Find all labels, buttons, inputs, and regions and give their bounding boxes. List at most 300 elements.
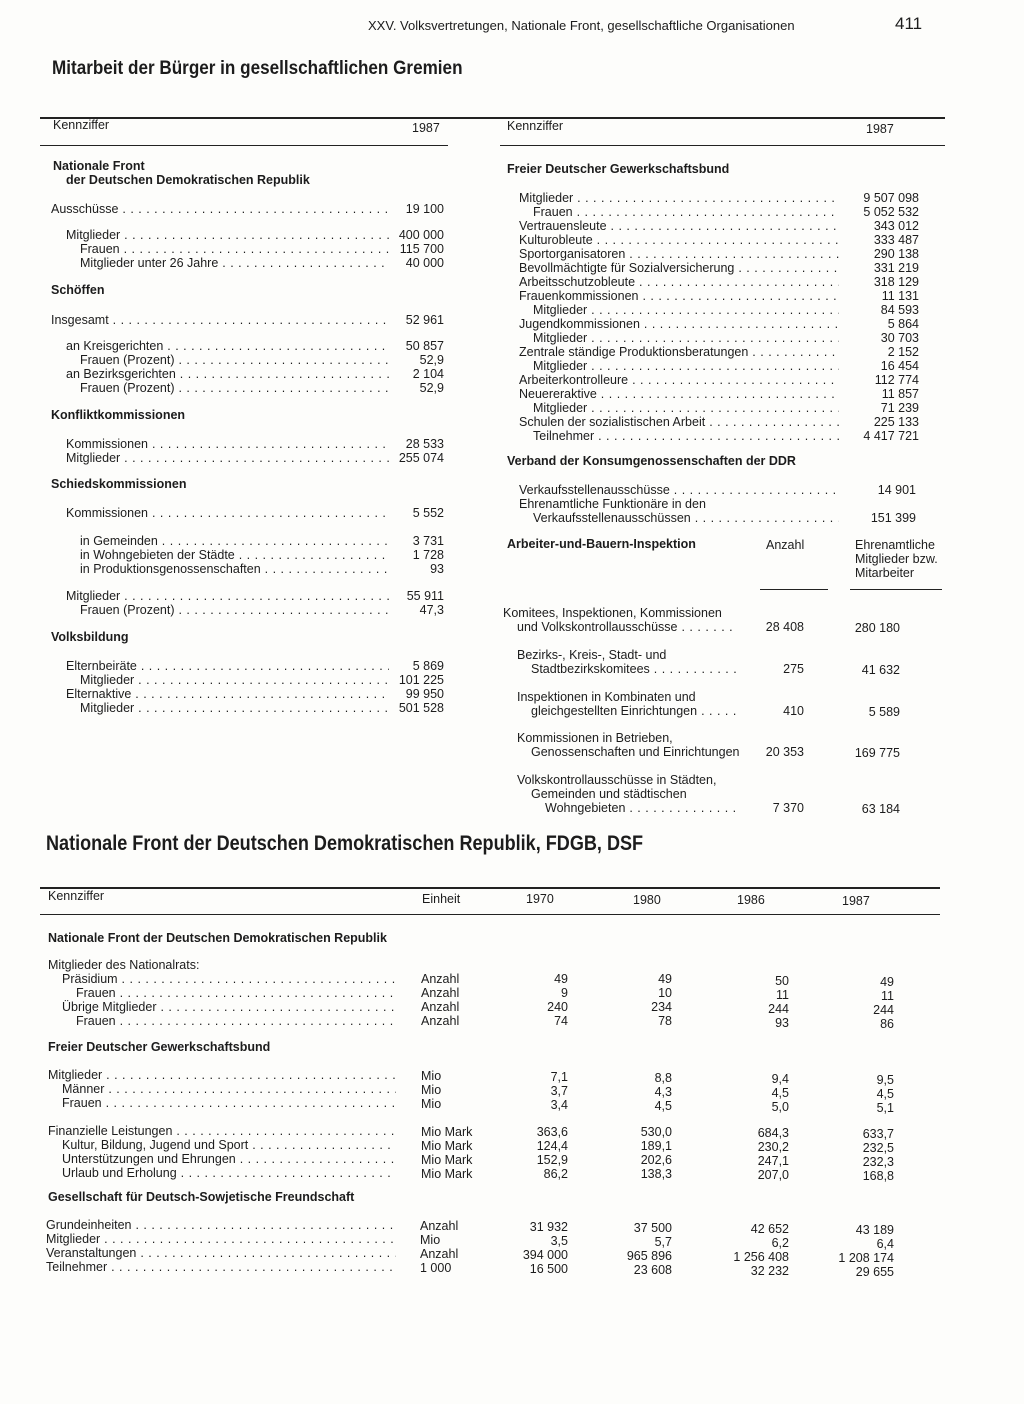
unit-cell: Anzahl — [421, 1014, 460, 1028]
value-cell: 152,9 — [536, 1153, 568, 1167]
table-row — [80, 242, 444, 256]
row-label: Frauenkommissionen . . . — [519, 289, 839, 303]
table-row — [46, 1246, 396, 1260]
group-heading: Schöffen — [51, 283, 105, 297]
table-row — [80, 673, 444, 687]
value-cell: 965 896 — [626, 1249, 672, 1263]
row-label: Arbeiterkontrolleure . . . — [519, 373, 839, 387]
row-label: Arbeitsschutzobleute . . . — [519, 275, 839, 289]
row-value: 280 180 — [854, 621, 900, 635]
col-header: Einheit — [422, 892, 461, 906]
table-row — [66, 339, 444, 353]
table-row — [517, 648, 777, 662]
table-row — [517, 731, 777, 745]
row-label: Finanzielle Leistungen . . . — [48, 1124, 396, 1138]
row-label: in Gemeinden . . . — [80, 534, 389, 548]
table-row — [519, 233, 919, 247]
abi-col-ehren-2: Mitglieder bzw. — [855, 552, 938, 566]
table-row — [519, 373, 919, 387]
value-cell: 240 — [547, 1000, 568, 1014]
unit-cell: Anzahl — [421, 972, 460, 986]
row-label: Elternbeiräte . . . — [66, 659, 389, 673]
table-row — [531, 704, 741, 718]
row-value: 11 131 — [881, 289, 919, 303]
row-value: 1 728 — [412, 548, 444, 562]
unit-cell: Mio Mark — [421, 1153, 473, 1167]
table-row — [519, 483, 916, 497]
row-value: 501 528 — [398, 701, 444, 715]
col-header: 1986 — [737, 893, 765, 907]
row-label: Vertrauensleute . . . — [519, 219, 839, 233]
value-cell: 138,3 — [640, 1167, 672, 1181]
value-cell: 49 — [658, 972, 672, 986]
row-label: und Volkskontrollausschüsse . . . — [517, 620, 737, 634]
abi-col-anzahl: Anzahl — [766, 538, 805, 552]
value-cell: 124,4 — [536, 1139, 568, 1153]
table-row — [519, 219, 919, 233]
right-col-year: 1987 — [866, 122, 894, 136]
row-label: Zentrale ständige Produktionsberatungen . . . — [519, 345, 839, 359]
col-header: 1980 — [633, 893, 661, 907]
row-label: Mitglieder . . . — [48, 1068, 396, 1082]
abi-col-rule — [760, 589, 828, 590]
row-value: 47,3 — [419, 603, 444, 617]
table-row — [503, 606, 783, 620]
table-row — [62, 972, 396, 986]
row-value: 331 219 — [873, 261, 919, 275]
value-cell: 1 208 174 — [838, 1251, 894, 1265]
value-cell: 43 189 — [855, 1223, 894, 1237]
table-row — [66, 506, 444, 520]
row-label: Verkaufsstellenausschüssen . . . — [533, 511, 839, 525]
row-value: 112 774 — [874, 373, 919, 387]
table-row — [62, 1000, 396, 1014]
value-cell: 684,3 — [757, 1126, 789, 1140]
value-cell: 207,0 — [757, 1168, 789, 1182]
row-label: Frauen (Prozent) . . . — [80, 381, 389, 395]
table-row — [66, 451, 444, 465]
row-value: 318 129 — [873, 275, 919, 289]
unit-cell: Mio Mark — [421, 1167, 473, 1181]
table-row — [531, 787, 771, 801]
unit-cell: Anzahl — [421, 986, 460, 1000]
row-value: 169 775 — [854, 746, 900, 760]
table-row — [531, 662, 737, 676]
unit-cell: Mio — [421, 1083, 442, 1097]
value-cell: 168,8 — [862, 1169, 894, 1183]
value-cell: 363,6 — [536, 1125, 568, 1139]
value-cell: 86 — [880, 1017, 894, 1031]
section1-top-rule — [40, 117, 945, 119]
value-cell: 78 — [658, 1014, 672, 1028]
section2-header-rule — [40, 914, 940, 915]
table-row — [533, 429, 919, 443]
section1-right-header-rule — [500, 145, 945, 146]
table-row — [519, 317, 919, 331]
value-cell: 232,5 — [862, 1141, 894, 1155]
table-row — [519, 289, 919, 303]
row-label: Mitglieder . . . — [533, 303, 839, 317]
row-label: Teilnehmer . . . — [46, 1260, 396, 1274]
table-row — [519, 261, 919, 275]
row-value: 101 225 — [398, 673, 444, 687]
row-label: Frauen . . . — [76, 1014, 396, 1028]
row-label: Übrige Mitglieder . . . — [62, 1000, 396, 1014]
value-cell: 4,3 — [654, 1085, 672, 1099]
row-value: 55 911 — [406, 589, 444, 603]
table-row — [76, 1014, 396, 1028]
row-label: Verkaufsstellenausschüsse . . . — [519, 483, 839, 497]
row-value: 225 133 — [873, 415, 919, 429]
value-cell: 50 — [775, 974, 789, 988]
row-label: Mitglieder . . . — [533, 401, 839, 415]
page-number: 411 — [895, 14, 923, 33]
table-row — [531, 745, 771, 759]
row-value: 255 074 — [398, 451, 444, 465]
row-label: Kommissionen in Betrieben, — [517, 731, 673, 745]
row-value: 7 370 — [772, 801, 804, 815]
value-cell: 7,1 — [550, 1070, 568, 1084]
row-value: 2 152 — [887, 345, 919, 359]
row-label: Frauen (Prozent) . . . — [80, 603, 389, 617]
row-label: Mitglieder unter 26 Jahre . . . — [80, 256, 389, 270]
row-value: 115 700 — [399, 242, 444, 256]
row-label: Schulen der sozialistischen Arbeit . . . — [519, 415, 839, 429]
row-label: Männer . . . — [62, 1082, 396, 1096]
table-row — [66, 228, 444, 242]
table-row — [533, 205, 919, 219]
table-row — [80, 256, 444, 270]
value-cell: 4,5 — [771, 1086, 789, 1100]
right-col-label: Kennziffer — [507, 119, 564, 133]
row-value: 400 000 — [398, 228, 444, 242]
table-row — [62, 1082, 396, 1096]
row-label: Kommissionen . . . — [66, 506, 389, 520]
row-label: Bevollmächtigte für Sozialversicherung . . . — [519, 261, 839, 275]
left-col-year: 1987 — [412, 121, 440, 135]
row-value: 40 000 — [405, 256, 444, 270]
row-label: Frauen . . . — [62, 1096, 396, 1110]
table-row — [48, 1124, 396, 1138]
row-label: Mitglieder . . . — [66, 451, 389, 465]
row-label: Frauen . . . — [80, 242, 389, 256]
row-value: 4 417 721 — [863, 429, 919, 443]
value-cell: 234 — [651, 1000, 672, 1014]
table-row — [519, 497, 916, 511]
section2-title: Nationale Front der Deutschen Demokratischen Republik, FDGB, DSF — [46, 832, 644, 855]
row-value: 93 — [430, 562, 444, 576]
row-label: Mitglieder . . . — [533, 359, 839, 373]
section2-top-rule — [40, 887, 940, 889]
section1-left-header-rule — [40, 145, 448, 146]
value-cell: 42 652 — [750, 1222, 789, 1236]
row-value: 9 507 098 — [863, 191, 919, 205]
row-label: Kommissionen . . . — [66, 437, 389, 451]
value-cell: 230,2 — [757, 1140, 789, 1154]
group-heading: Freier Deutscher Gewerkschaftsbund — [507, 162, 730, 176]
value-cell: 633,7 — [862, 1127, 894, 1141]
row-label: in Wohngebieten der Städte . . . — [80, 548, 389, 562]
value-cell: 232,3 — [862, 1155, 894, 1169]
col-header: 1987 — [842, 894, 870, 908]
value-cell: 5,1 — [876, 1101, 894, 1115]
table-row — [519, 191, 919, 205]
row-value: 5 864 — [887, 317, 919, 331]
row-value: 52,9 — [419, 381, 444, 395]
row-value: 14 901 — [877, 483, 916, 497]
row-label: Teilnehmer . . . — [533, 429, 839, 443]
value-cell: 9,5 — [876, 1073, 894, 1087]
value-cell: 10 — [658, 986, 672, 1000]
row-label: Bezirks-, Kreis-, Stadt- und — [517, 648, 667, 662]
row-label: Veranstaltungen . . . — [46, 1246, 396, 1260]
value-cell: 6,4 — [876, 1237, 894, 1251]
table-row — [48, 1068, 396, 1082]
row-label: Präsidium . . . — [62, 972, 396, 986]
row-value: 50 857 — [405, 339, 444, 353]
unit-cell: Mio — [420, 1233, 441, 1247]
table-row — [517, 620, 737, 634]
value-cell: 3,4 — [550, 1098, 568, 1112]
table-row — [48, 958, 348, 972]
unit-cell: Mio — [421, 1069, 442, 1083]
row-label: Mitglieder . . . — [66, 228, 389, 242]
row-label: Unterstützungen und Ehrungen . . . — [62, 1152, 396, 1166]
unit-cell: Anzahl — [421, 1000, 460, 1014]
row-value: 63 184 — [861, 802, 900, 816]
row-value: 290 138 — [873, 247, 919, 261]
row-label: Volkskontrollausschüsse in Städten, — [517, 773, 717, 787]
row-value: 99 950 — [405, 687, 444, 701]
row-label: gleichgestellten Einrichtungen . . . — [531, 704, 741, 718]
table-row — [533, 401, 919, 415]
row-label: Mitglieder . . . — [519, 191, 839, 205]
row-value: 52 961 — [405, 313, 444, 327]
abi-col-ehren-3: Mitarbeiter — [855, 566, 915, 580]
row-label: an Kreisgerichten . . . — [66, 339, 389, 353]
row-label: Frauen . . . — [76, 986, 396, 1000]
section1-title: Mitarbeit der Bürger in gesellschaftlichen Gremien — [52, 58, 463, 79]
row-value: 5 589 — [868, 705, 900, 719]
value-cell: 189,1 — [640, 1139, 672, 1153]
row-label: Genossenschaften und Einrichtungen — [531, 745, 740, 759]
row-label: Ehrenamtliche Funktionäre in den — [519, 497, 706, 511]
value-cell: 5,0 — [771, 1100, 789, 1114]
unit-cell: Anzahl — [420, 1219, 459, 1233]
table-row — [80, 603, 444, 617]
table-row — [533, 511, 916, 525]
table-row — [62, 1166, 396, 1180]
group-heading: Arbeiter-und-Bauern-Inspektion — [507, 537, 696, 551]
value-cell: 93 — [775, 1016, 789, 1030]
row-value: 410 — [783, 704, 804, 718]
unit-cell: Anzahl — [420, 1247, 459, 1261]
row-label: Inspektionen in Kombinaten und — [517, 690, 696, 704]
row-label: Ausschüsse . . . — [51, 202, 389, 216]
table-row — [519, 415, 919, 429]
value-cell: 244 — [768, 1002, 789, 1016]
group-heading: Nationale Front der Deutschen Demokratischen Republik — [48, 931, 387, 945]
row-label: Mitglieder . . . — [80, 673, 389, 687]
row-label: Mitglieder . . . — [66, 589, 389, 603]
table-row — [533, 303, 919, 317]
table-row — [62, 1152, 396, 1166]
unit-cell: Mio — [421, 1097, 442, 1111]
row-label: Komitees, Inspektionen, Kommissionen — [503, 606, 722, 620]
table-row — [80, 353, 444, 367]
row-label: Mitglieder . . . — [533, 331, 839, 345]
value-cell: 244 — [873, 1003, 894, 1017]
row-label: Mitglieder . . . — [46, 1232, 396, 1246]
value-cell: 4,5 — [876, 1087, 894, 1101]
row-value: 3 731 — [412, 534, 444, 548]
row-value: 5 869 — [412, 659, 444, 673]
table-row — [533, 331, 919, 345]
group-heading: Konfliktkommissionen — [51, 408, 186, 422]
table-row — [517, 690, 777, 704]
table-row — [62, 1138, 396, 1152]
table-row — [519, 387, 919, 401]
row-label: Frauen . . . — [533, 205, 839, 219]
row-value: 16 454 — [880, 359, 919, 373]
row-value: 71 239 — [880, 401, 919, 415]
value-cell: 8,8 — [654, 1071, 672, 1085]
row-value: 28 533 — [405, 437, 444, 451]
value-cell: 49 — [554, 972, 568, 986]
row-value: 84 593 — [880, 303, 919, 317]
table-row — [519, 345, 919, 359]
table-row — [46, 1260, 396, 1274]
value-cell: 11 — [881, 989, 894, 1003]
value-cell: 49 — [880, 975, 894, 989]
table-row — [80, 701, 444, 715]
table-row — [46, 1232, 396, 1246]
value-cell: 74 — [554, 1014, 568, 1028]
row-value: 333 487 — [873, 233, 919, 247]
row-label: Gemeinden und städtischen — [531, 787, 687, 801]
table-row — [66, 367, 444, 381]
value-cell: 394 000 — [522, 1248, 568, 1262]
table-row — [80, 381, 444, 395]
row-label: Neuereraktive . . . — [519, 387, 839, 401]
value-cell: 23 608 — [633, 1263, 672, 1277]
table-row — [51, 313, 444, 327]
row-value: 275 — [783, 662, 804, 676]
value-cell: 3,5 — [550, 1234, 568, 1248]
row-value: 28 408 — [765, 620, 804, 634]
row-value: 19 100 — [405, 202, 444, 216]
row-label: Grundeinheiten . . . — [46, 1218, 396, 1232]
value-cell: 31 932 — [529, 1220, 568, 1234]
row-label: Frauen (Prozent) . . . — [80, 353, 389, 367]
col-header: 1970 — [526, 892, 554, 906]
table-row — [62, 1096, 396, 1110]
group-heading: Schiedskommissionen — [51, 477, 187, 491]
value-cell: 86,2 — [543, 1167, 568, 1181]
row-value: 343 012 — [873, 219, 919, 233]
table-row — [533, 359, 919, 373]
table-row — [545, 801, 741, 815]
value-cell: 5,7 — [654, 1235, 672, 1249]
row-label: Urlaub und Erholung . . . — [62, 1166, 396, 1180]
abi-col-ehren-1: Ehrenamtliche — [855, 538, 935, 552]
unit-cell: 1 000 — [420, 1261, 452, 1275]
row-label: Mitglieder des Nationalrats: — [48, 958, 200, 972]
abi-col-rule — [850, 589, 942, 590]
table-row — [517, 773, 777, 787]
row-value: 52,9 — [419, 353, 444, 367]
row-label: an Bezirksgerichten . . . — [66, 367, 389, 381]
row-value: 11 857 — [881, 387, 919, 401]
row-label: Kulturobleute . . . — [519, 233, 839, 247]
value-cell: 32 232 — [750, 1264, 789, 1278]
row-value: 41 632 — [861, 663, 900, 677]
value-cell: 530,0 — [640, 1125, 672, 1139]
col-header: Kennziffer — [48, 889, 105, 903]
row-label: Mitglieder . . . — [80, 701, 389, 715]
group-heading: Volksbildung — [51, 630, 129, 644]
row-value: 5 552 — [412, 506, 444, 520]
value-cell: 29 655 — [855, 1265, 894, 1279]
table-row — [519, 247, 919, 261]
value-cell: 1 256 408 — [733, 1250, 789, 1264]
value-cell: 3,7 — [550, 1084, 568, 1098]
value-cell: 37 500 — [633, 1221, 672, 1235]
row-value: 2 104 — [412, 367, 444, 381]
table-row — [76, 986, 396, 1000]
value-cell: 4,5 — [654, 1099, 672, 1113]
row-value: 30 703 — [880, 331, 919, 345]
row-label: Stadtbezirkskomitees . . . — [531, 662, 737, 676]
group-heading-line2: der Deutschen Demokratischen Republik — [66, 173, 310, 187]
table-row — [80, 534, 444, 548]
row-label: Wohngebieten . . . — [545, 801, 741, 815]
row-label: Insgesamt . . . — [51, 313, 389, 327]
table-row — [80, 548, 444, 562]
value-cell: 202,6 — [640, 1153, 672, 1167]
unit-cell: Mio Mark — [421, 1139, 473, 1153]
row-value: 5 052 532 — [863, 205, 919, 219]
running-header: XXV. Volksvertretungen, Nationale Front, gesellschaftliche Organisationen — [368, 18, 795, 33]
group-heading: Verband der Konsumgenossenschaften der DDR — [507, 454, 796, 468]
table-row — [66, 437, 444, 451]
value-cell: 6,2 — [771, 1236, 789, 1250]
group-heading: Freier Deutscher Gewerkschaftsbund — [48, 1040, 271, 1054]
group-heading: Gesellschaft für Deutsch-Sowjetische Freundschaft — [48, 1190, 355, 1204]
row-label: in Produktionsgenossenschaften . . . — [80, 562, 389, 576]
row-label: Kultur, Bildung, Jugend und Sport . . . — [62, 1138, 396, 1152]
row-label: Jugendkommissionen . . . — [519, 317, 839, 331]
row-value: 20 353 — [765, 745, 804, 759]
value-cell: 11 — [776, 988, 789, 1002]
row-label: Elternaktive . . . — [66, 687, 389, 701]
row-label: Sportorganisatoren . . . — [519, 247, 839, 261]
table-row — [66, 589, 444, 603]
unit-cell: Mio Mark — [421, 1125, 473, 1139]
table-row — [51, 202, 444, 216]
table-row — [66, 687, 444, 701]
table-row — [66, 659, 444, 673]
left-col-label: Kennziffer — [53, 118, 110, 132]
value-cell: 9 — [561, 986, 568, 1000]
value-cell: 9,4 — [771, 1072, 789, 1086]
group-heading: Nationale Front — [53, 159, 145, 173]
table-row — [519, 275, 919, 289]
table-row — [80, 562, 444, 576]
row-value: 151 399 — [870, 511, 916, 525]
table-row — [46, 1218, 396, 1232]
value-cell: 247,1 — [757, 1154, 789, 1168]
